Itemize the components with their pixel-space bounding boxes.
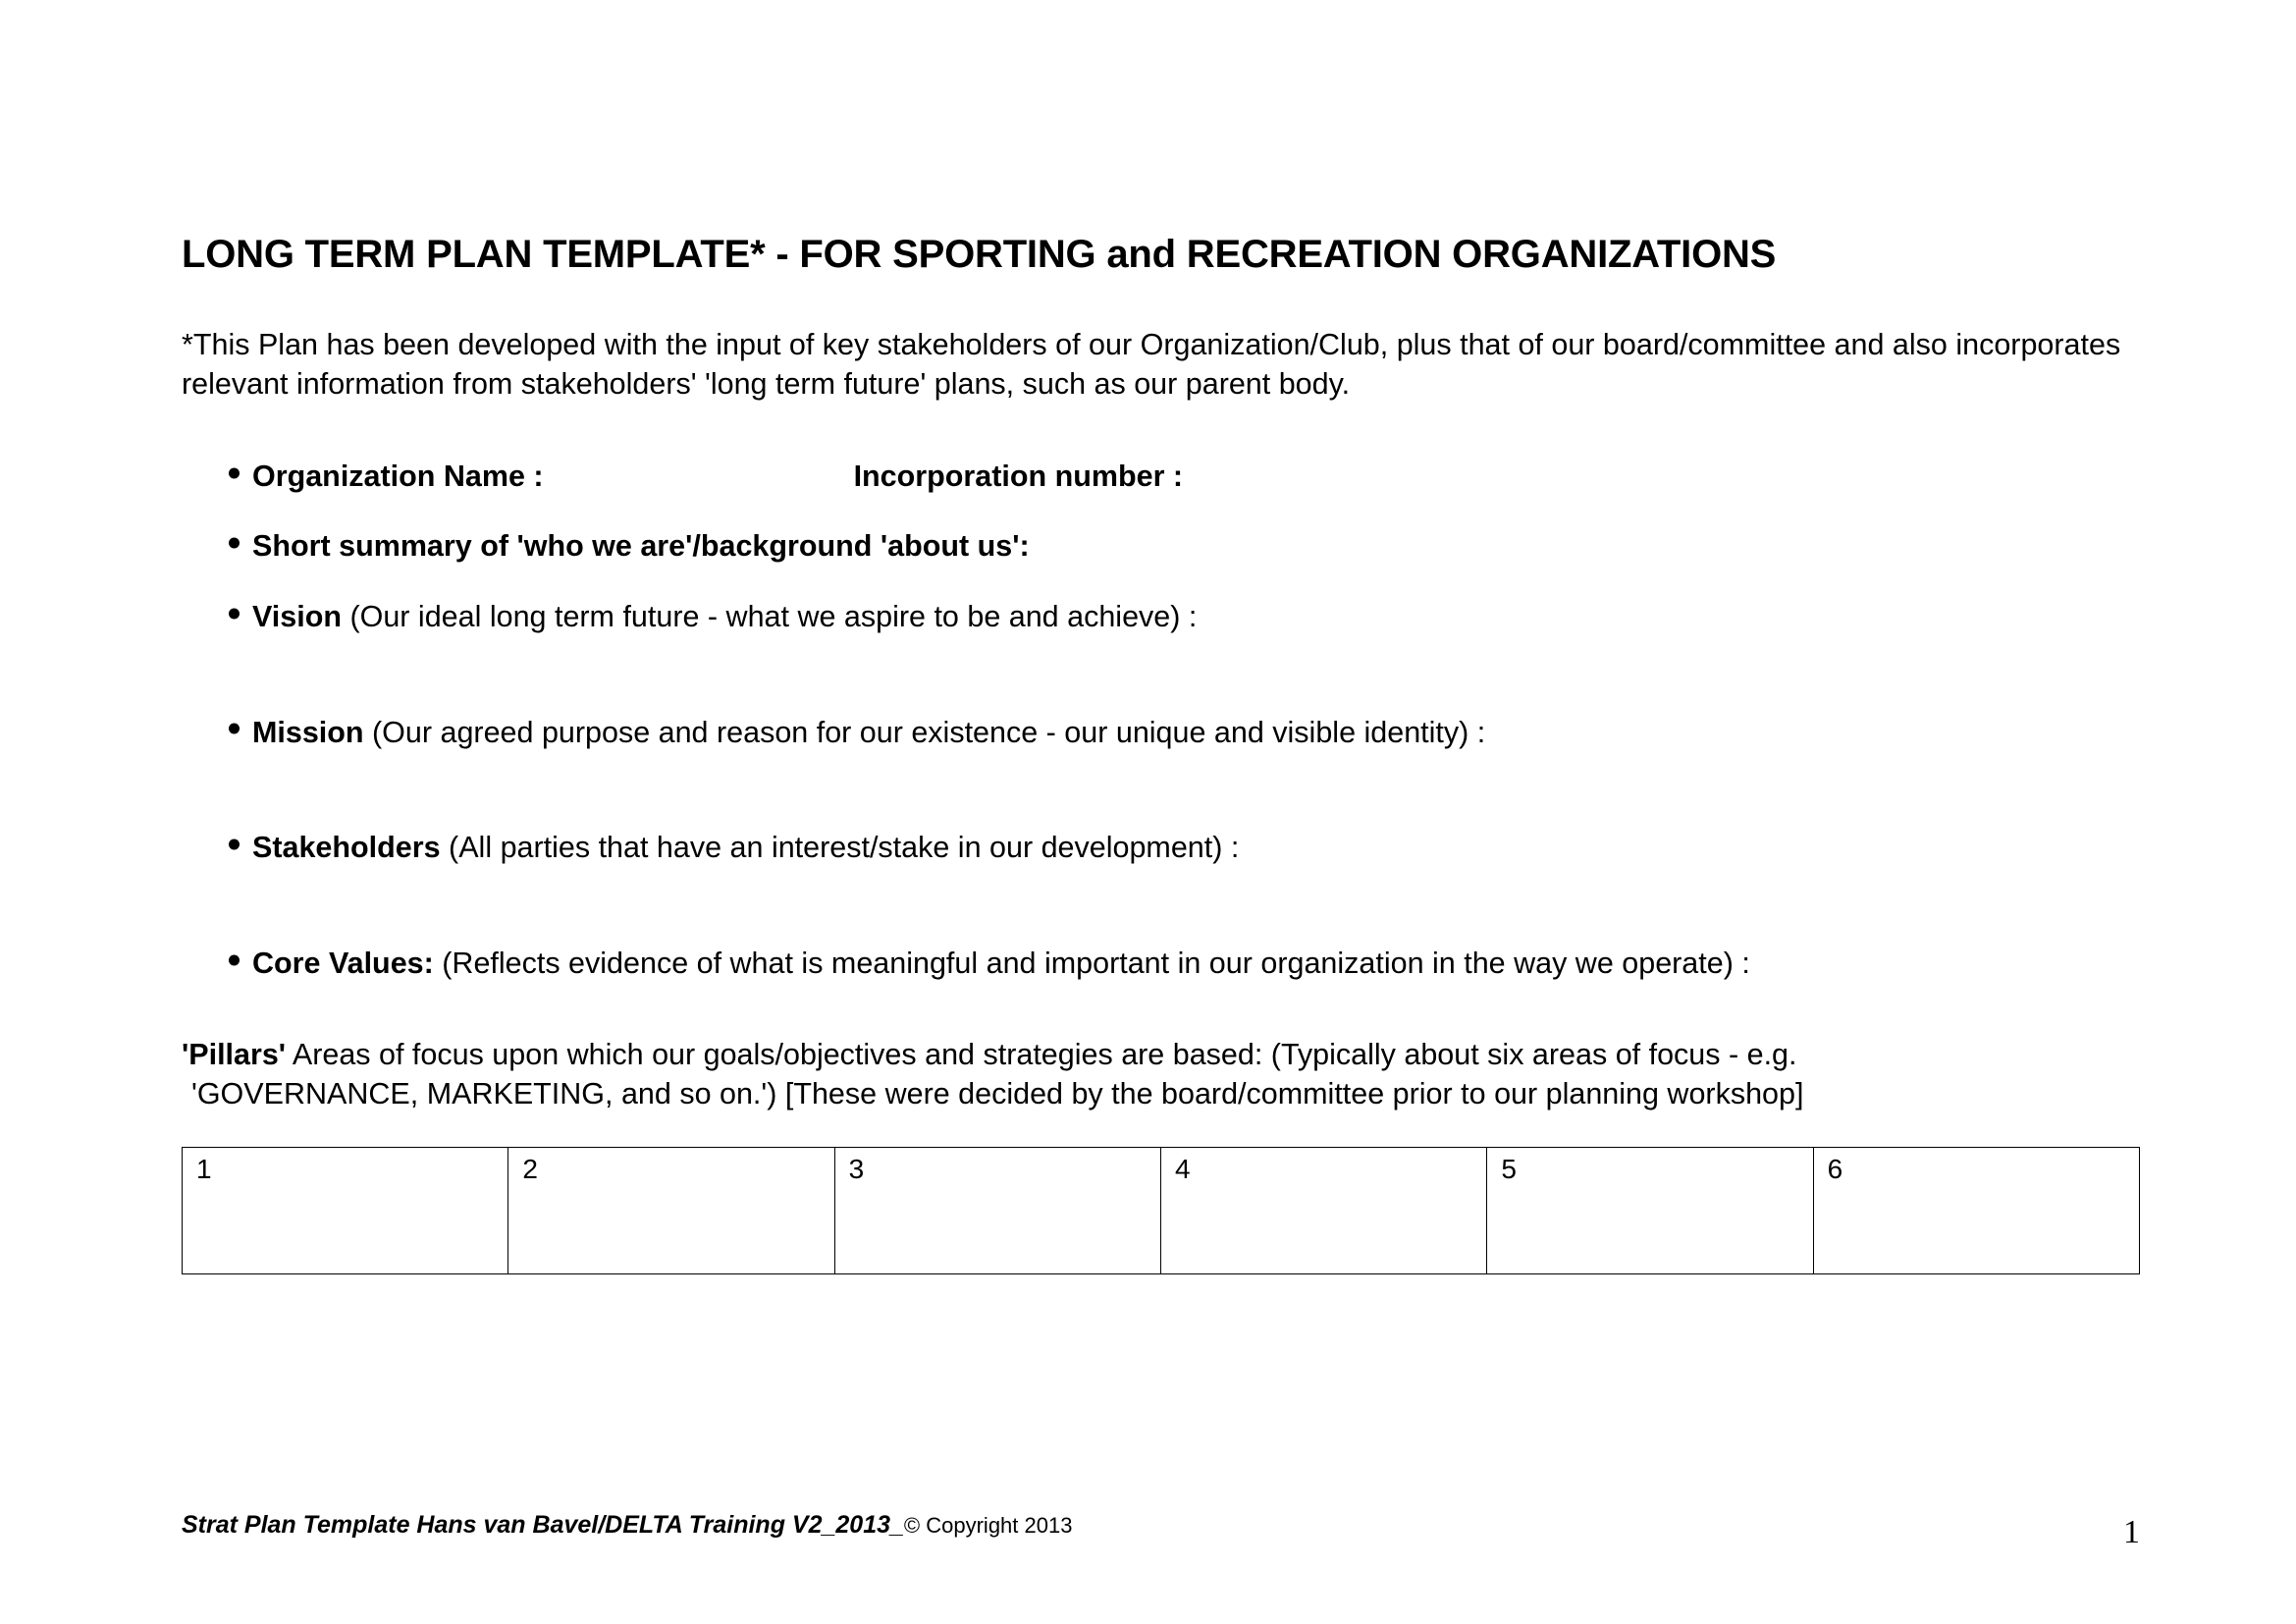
stakeholders-label: Stakeholders: [252, 831, 441, 865]
list-item-short-summary: [182, 527, 2140, 567]
list-item-stakeholders: [182, 829, 2140, 868]
footer-copyright: © Copyright 2013: [903, 1513, 1073, 1538]
core-values-description: (Reflects evidence of what is meaningful and important in our organization in the way we operate) :: [433, 946, 1750, 980]
table-cell-3[interactable]: 3: [834, 1148, 1160, 1274]
page-title: LONG TERM PLAN TEMPLATE* - FOR SPORTING and RECREATION ORGANIZATIONS: [182, 233, 1777, 276]
pillars-line2: 'GOVERNANCE, MARKETING, and so on.') [These were decided by the board/committee prior to our planning workshop]: [191, 1077, 1804, 1111]
bullet-list: [182, 458, 2140, 984]
spacer: [182, 637, 2140, 714]
pillars-bold-lead: 'Pillars': [182, 1037, 287, 1071]
table-cell-2[interactable]: 2: [508, 1148, 834, 1274]
pillars-paragraph: [182, 1035, 2140, 1115]
bullet-dot-icon: [229, 467, 240, 478]
table-row: [183, 1148, 2140, 1274]
page-footer: [182, 1511, 2140, 1550]
spacer: [182, 496, 2140, 527]
mission-description: (Our agreed purpose and reason for our existence - our unique and visible identity) :: [363, 715, 1486, 749]
list-item-mission: [182, 714, 2140, 753]
vision-description: (Our ideal long term future - what we aspire to be and achieve) :: [341, 599, 1198, 633]
incorporation-number-label: Incorporation number :: [853, 459, 1184, 493]
list-item-organization-name: [182, 458, 2140, 497]
list-item-vision: [182, 598, 2140, 637]
list-item-core-values: [182, 945, 2140, 984]
short-summary-label: Short summary of 'who we are'/background 'about us':: [252, 529, 1030, 564]
bullet-dot-icon: [229, 608, 240, 619]
spacer: [182, 868, 2140, 945]
bullet-dot-icon: [229, 839, 240, 850]
footer-credit: Strat Plan Template Hans van Bavel/DELTA Training V2_2013_: [182, 1511, 904, 1539]
table-cell-4[interactable]: 4: [1160, 1148, 1486, 1274]
document-body: [182, 232, 2140, 1274]
table-cell-5[interactable]: 5: [1487, 1148, 1813, 1274]
organization-name-label: Organization Name :: [252, 459, 544, 493]
stakeholders-description: (All parties that have an interest/stake in our development) :: [440, 831, 1240, 865]
bullet-dot-icon: [229, 724, 240, 734]
vision-label: Vision: [252, 599, 342, 633]
bullet-dot-icon: [229, 538, 240, 549]
spacer: [182, 567, 2140, 598]
page-number: 1: [2123, 1514, 2140, 1550]
core-values-label: Core Values:: [252, 946, 434, 980]
mission-label: Mission: [252, 715, 364, 749]
spacer: [182, 752, 2140, 829]
table-cell-1[interactable]: 1: [183, 1148, 508, 1274]
bullet-dot-icon: [229, 954, 240, 965]
table-cell-6[interactable]: 6: [1813, 1148, 2139, 1274]
pillars-table: [182, 1147, 2140, 1274]
pillars-line1-rest: Areas of focus upon which our goals/objectives and strategies are based: (Typically about six areas of focus - e.g.: [286, 1037, 1797, 1071]
intro-paragraph: *This Plan has been developed with the input of key stakeholders of our Organization/Club, plus that of our board/committee and also incorporates relevant information from stakeholders' 'long term future' plans, such as our parent body.: [182, 328, 2121, 402]
